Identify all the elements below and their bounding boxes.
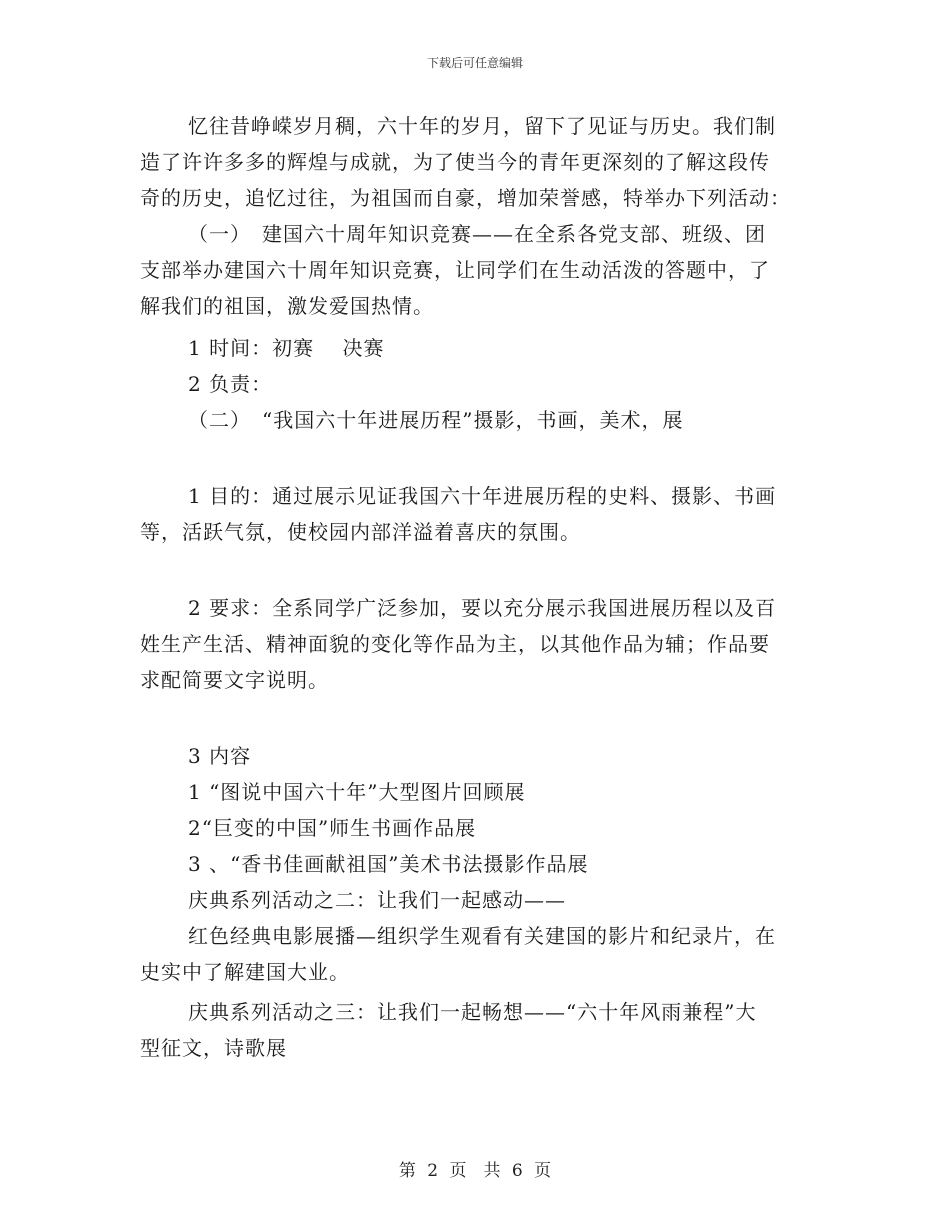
text-line: 造了许许多多的辉煌与成就，为了使当今的青年更深刻的了解这段传 (140, 150, 770, 174)
page-footer (0, 1156, 950, 1181)
footer-total-pages: 6 (511, 1161, 523, 1181)
footer-label-of: 页 共 (449, 1161, 501, 1181)
text-line: 史实中了解建国大业。 (140, 960, 350, 984)
text-line: 2 要求：全系同学广泛参加，要以充分展示我国进展历程以及百 (188, 596, 777, 620)
text-line: 2“巨变的中国”师生书画作品展 (188, 816, 477, 840)
text-line: 3 、“香书佳画献祖国”美术书法摄影作品展 (188, 852, 589, 876)
text-line: 型征文，诗歌展 (140, 1036, 287, 1060)
text-line: （一） 建国六十周年知识竞赛——在全系各党支部、班级、团 (188, 222, 766, 246)
text-line: 2 负责： (188, 372, 273, 396)
text-line: 1 “图说中国六十年”大型图片回顾展 (188, 780, 526, 804)
text-line: 庆典系列活动之二：让我们一起感动—— (188, 888, 566, 912)
text-line: 解我们的祖国，激发爱国热情。 (140, 294, 434, 318)
text-line: 庆典系列活动之三：让我们一起畅想——“六十年风雨兼程”大 (188, 1000, 757, 1024)
text-line: （二） “我国六十年进展历程”摄影，书画，美术，展 (188, 408, 684, 432)
text-line: 姓生产生活、精神面貌的变化等作品为主，以其他作品为辅；作品要 (140, 632, 770, 656)
text-line: 奇的历史，追忆过往，为祖国而自豪，增加荣誉感，特举办下列活动： (140, 186, 791, 210)
text-line: 求配简要文字说明。 (140, 668, 329, 692)
text-line: 3 内容 (188, 744, 252, 768)
page-header: 下载后可任意编辑 (426, 56, 523, 70)
footer-label-end: 页 (534, 1161, 552, 1181)
footer-label-page: 第 (398, 1161, 416, 1181)
text-line: 1 时间：初赛 决赛 (188, 336, 385, 360)
text-line: 忆往昔峥嵘岁月稠，六十年的岁月，留下了见证与历史。我们制 (188, 114, 776, 138)
text-line: 红色经典电影展播—组织学生观看有关建国的影片和纪录片，在 (188, 924, 776, 948)
footer-page-number: 2 (427, 1161, 439, 1181)
text-line: 等，活跃气氛，使校园内部洋溢着喜庆的氛围。 (140, 520, 581, 544)
text-line: 支部举办建国六十周年知识竞赛，让同学们在生动活泼的答题中，了 (140, 258, 770, 282)
text-line: 1 目的：通过展示见证我国六十年进展历程的史料、摄影、书画 (188, 484, 777, 508)
